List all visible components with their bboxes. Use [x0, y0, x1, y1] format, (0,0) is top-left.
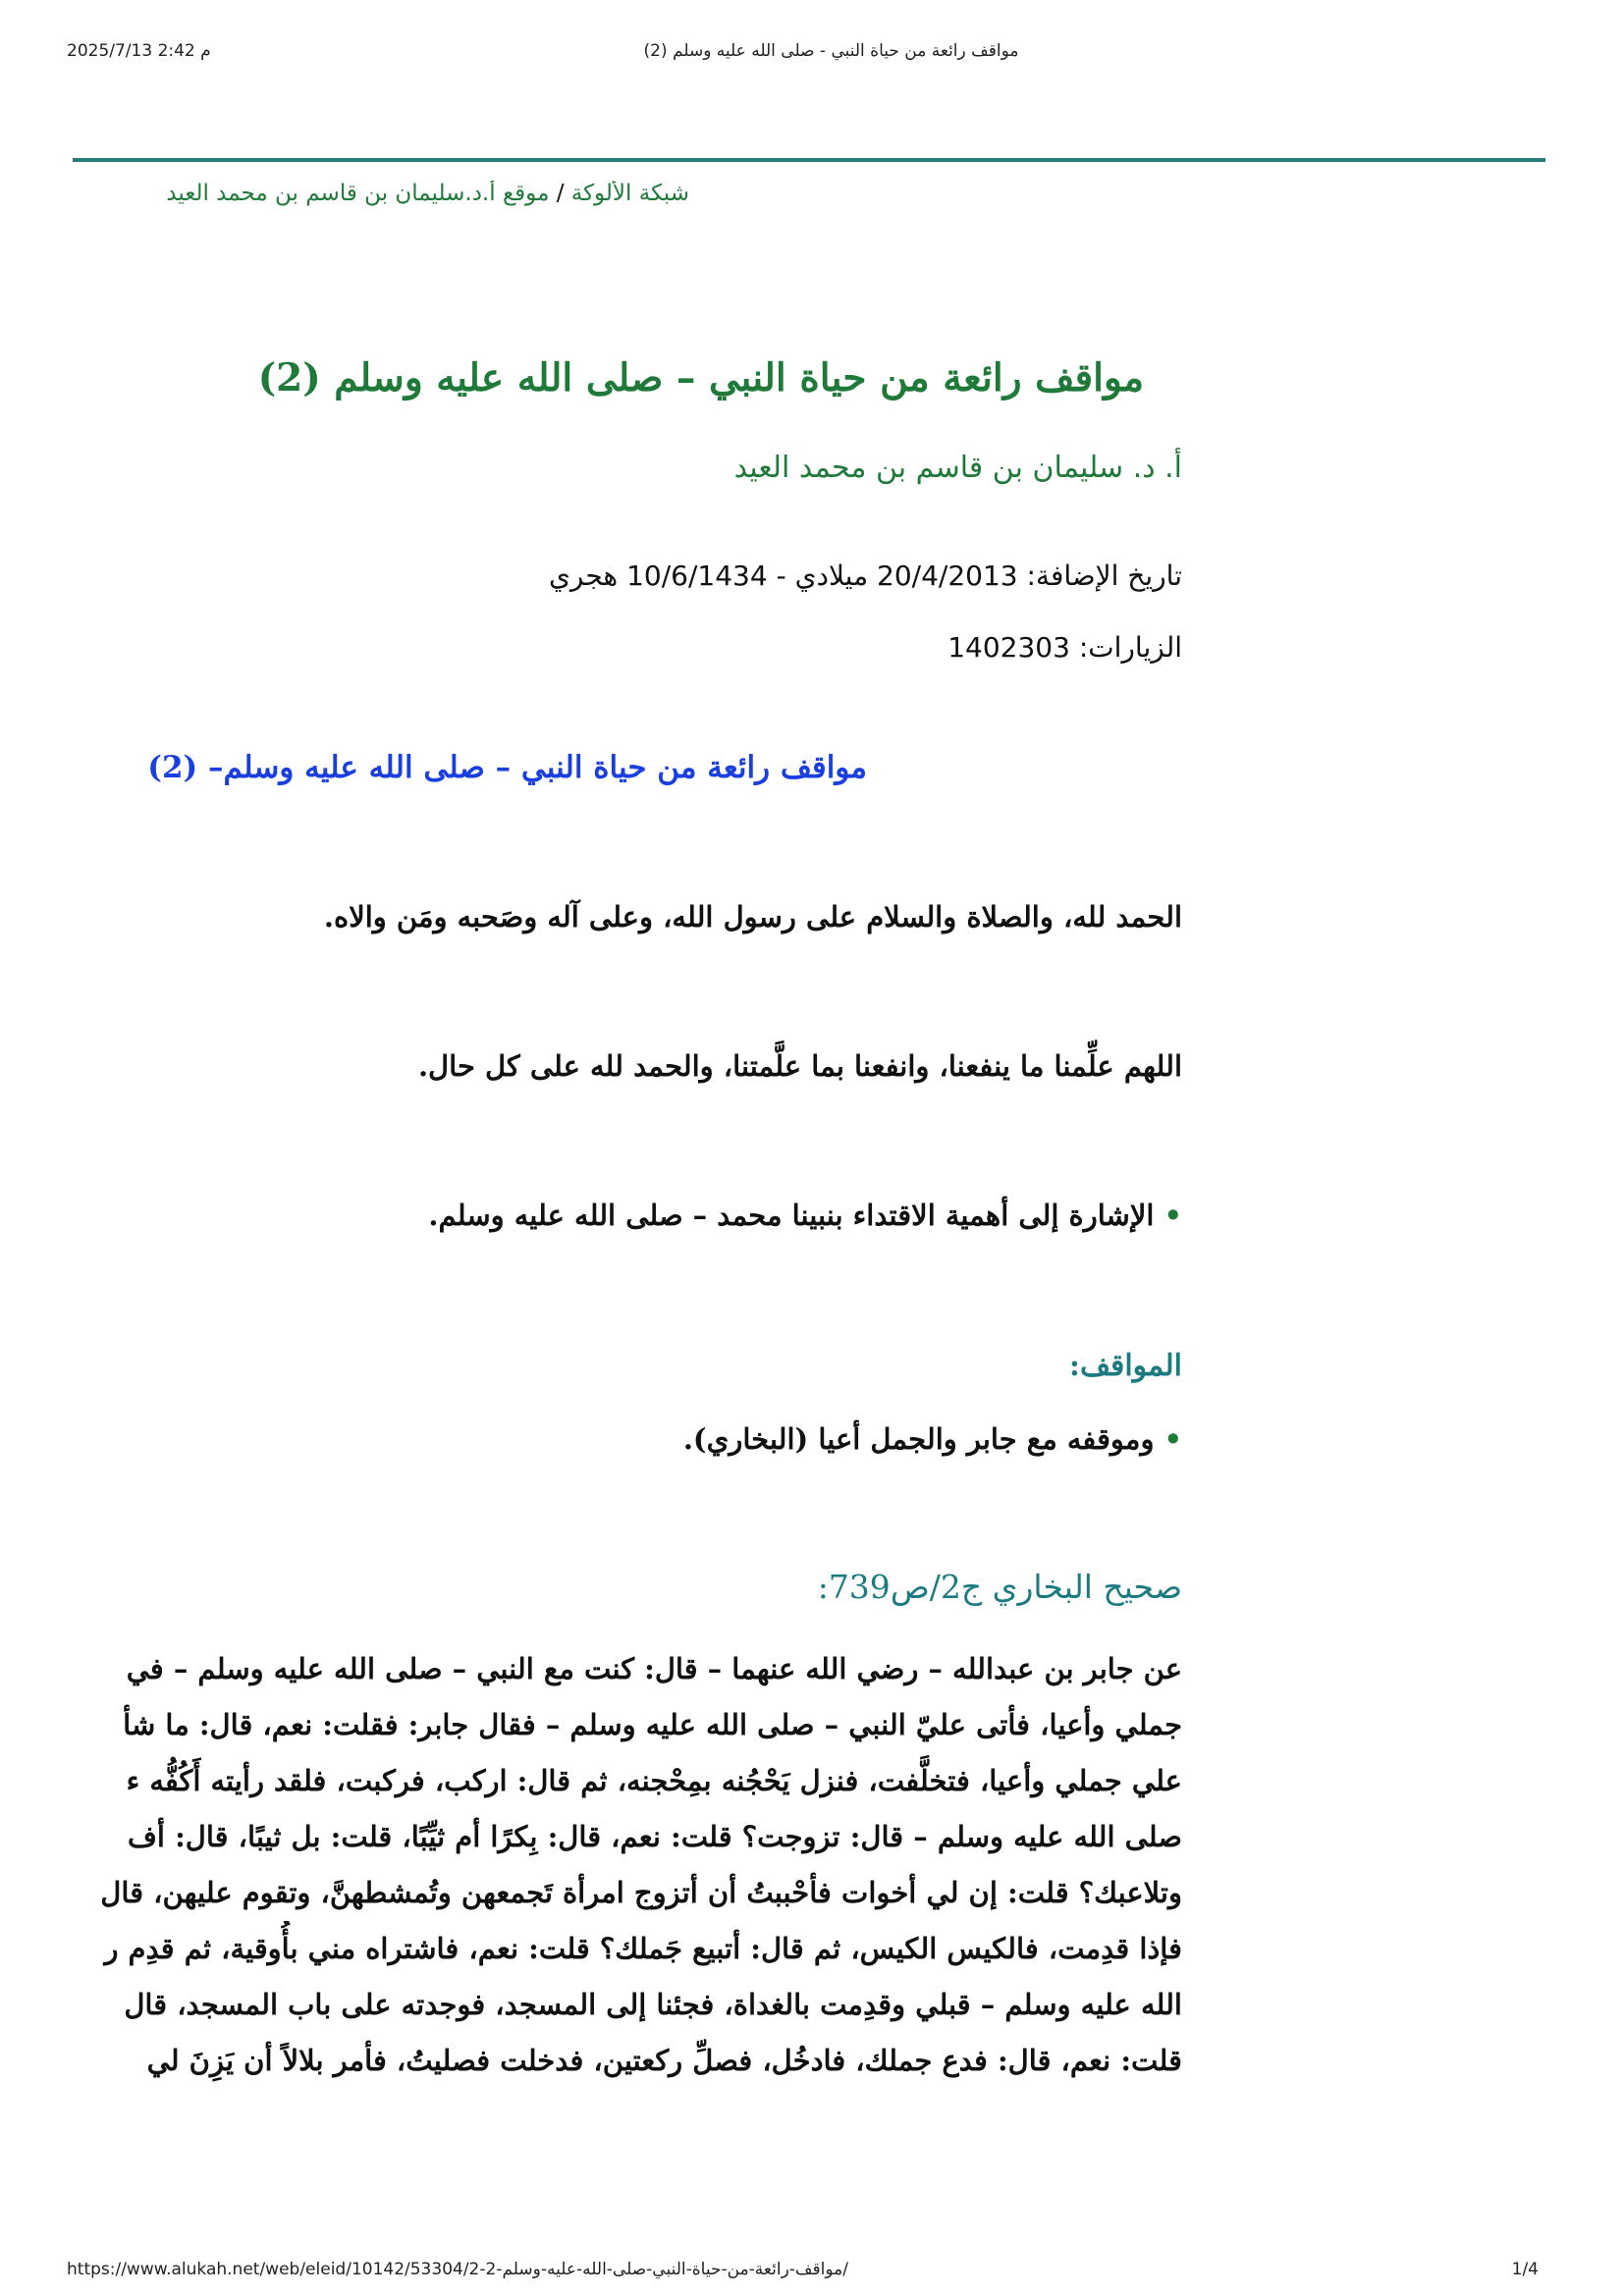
print-header-title-wrap [0, 41, 1623, 61]
breadcrumb-site-link[interactable]: شبكة الألوكة [570, 181, 689, 206]
text-line: قلت: نعم، قال: فدع جملك، فادخُل، فصلِّ ركعتين، فدخلت فصليتُ، فأمر بلالاً أن يَزِنَ لي [146, 2044, 1182, 2077]
text-line: فإذا قدِمت، فالكيس الكيس، ثم قال: أتبيع جَملك؟ قلت: نعم، فاشتراه مني بأُوقية، ثم قدِم ر [104, 1932, 1182, 1965]
page-number: 1/4 [1511, 2260, 1539, 2279]
print-page-title: مواقف رائعة من حياة النبي - صلى الله عليه وسلم (2) [643, 41, 1019, 61]
text-line: جملي وأعيا، فأتى عليّ النبي – صلى الله عليه وسلم – فقال جابر: فقلت: نعم، قال: ما شأ [123, 1708, 1182, 1741]
bullet-item-1 [428, 1199, 1182, 1232]
bullet-icon: • [1163, 1199, 1182, 1232]
section-heading: المواقف: [1068, 1349, 1182, 1383]
header-rule [73, 158, 1545, 162]
breadcrumb-section-link[interactable]: موقع أ.د.سليمان بن قاسم بن محمد العيد [166, 181, 550, 206]
text-line: الله عليه وسلم – قبلي وقدِمت بالغداة، فجئنا إلى المسجد، فوجدته على باب المسجد، قال [124, 1988, 1182, 2021]
hadith-reference: صحيح البخاري ج2/ص739: [817, 1568, 1182, 1606]
intro-paragraph-1: الحمد لله، والصلاة والسلام على رسول الله، وعلى آله وصَحبه ومَن والاه. [323, 900, 1182, 934]
bullet-item-2 [683, 1422, 1182, 1456]
print-datetime: 2025/7/13 2:42 م [67, 41, 211, 61]
visit-count: الزيارات: 1402303 [947, 631, 1182, 664]
print-url: https://www.alukah.net/web/eleid/10142/53304/2-مواقف-رائعة-من-حياة-النبي-صلى-الله-عليه-وسلم-2/ [67, 2260, 848, 2279]
text-line: عن جابر بن عبدالله – رضي الله عنهما – قال: كنت مع النبي – صلى الله عليه وسلم – في [126, 1652, 1182, 1685]
intro-paragraph-2: اللهم علِّمنا ما ينفعنا، وانفعنا بما علَّمتنا، والحمد لله على كل حال. [417, 1049, 1182, 1083]
breadcrumb [67, 181, 689, 220]
inner-article-title: مواقف رائعة من حياة النبي – صلى الله عليه وسلم– (2) [147, 750, 867, 785]
article-title: مواقف رائعة من حياة النبي – صلى الله عليه وسلم (2) [257, 355, 1144, 400]
author-link[interactable]: أ. د. سليمان بن قاسم بن محمد العيد [733, 451, 1182, 485]
hadith-text [63, 1641, 1182, 2089]
text-line: علي جملي وأعيا، فتخلَّفت، فنزل يَحْجُنه بمِحْجنه، ثم قال: اركب، فركبت، فلقد رأيته أَكُفُّه ء [126, 1764, 1182, 1797]
breadcrumb-separator: / [556, 181, 565, 206]
text-line: صلى الله عليه وسلم – قال: تزوجت؟ قلت: نعم، قال: بِكرًا أم ثيِّبًا، قلت: بل ثيبًا، قال: أف [127, 1820, 1182, 1853]
bullet-text: الإشارة إلى أهمية الاقتداء بنبينا محمد – صلى الله عليه وسلم. [428, 1199, 1155, 1232]
bullet-text: وموقفه مع جابر والجمل أعيا (البخاري). [682, 1422, 1155, 1456]
text-line: وتلاعبك؟ قلت: إن لي أخوات فأحْببتُ أن أتزوج امرأة تَجمعهن وتُمشطهنَّ، وتقوم عليهن، قال [100, 1876, 1182, 1909]
bullet-icon: • [1163, 1422, 1182, 1456]
date-added: تاريخ الإضافة: 20/4/2013 ميلادي - 10/6/1434 هجري [548, 560, 1182, 592]
